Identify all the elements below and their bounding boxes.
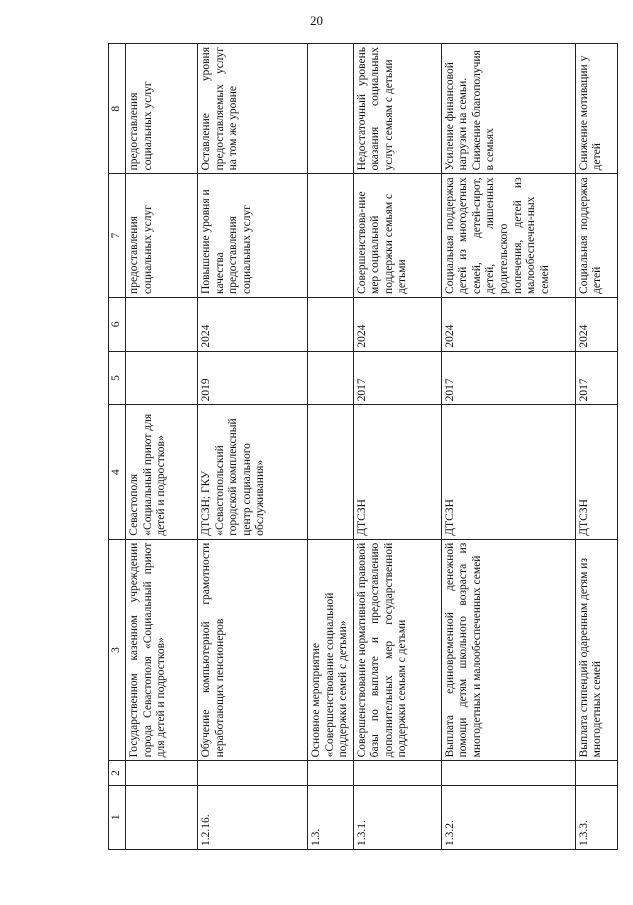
- cell-end-year: 2024: [575, 297, 617, 351]
- cell-number: 1.3.: [308, 785, 354, 849]
- cell-empty: [308, 761, 354, 785]
- cell-result: Социальная поддержка детей из многодетных семей, детей-сирот, детей, лишенных родительского попечения, детей из малообеспечен-ных семей: [441, 174, 575, 298]
- table-row: [198, 44, 308, 850]
- header-cell: 7: [109, 174, 126, 298]
- header-cell: 5: [109, 351, 126, 405]
- cell-start-year: 2019: [198, 351, 308, 405]
- cell-end-year: [126, 297, 198, 351]
- rotated-table-container: [108, 43, 613, 850]
- cell-result: предоставления социальных услуг: [126, 174, 198, 298]
- header-cell: 2: [109, 761, 126, 785]
- cell-start-year: 2017: [441, 351, 575, 405]
- cell-number: 1.2.16.: [198, 785, 308, 849]
- cell-consequence: предоставления социальных услуг: [126, 44, 198, 174]
- cell-empty: [353, 761, 441, 785]
- cell-measure: Обучение компьютерной грамотности неработающих пенсионеров: [198, 539, 308, 761]
- cell-measure: Выплата единовременной денежной помощи детям школьного возраста из многодетных и малообеспеченных семей: [441, 539, 575, 761]
- page-number: 20: [310, 13, 323, 28]
- cell-executor: [308, 405, 354, 539]
- cell-start-year: [126, 351, 198, 405]
- header-cell: 4: [109, 405, 126, 539]
- table-row: [575, 44, 617, 850]
- cell-empty: [198, 761, 308, 785]
- header-row: [109, 44, 126, 850]
- table-row: [353, 44, 441, 850]
- header-cell: 6: [109, 297, 126, 351]
- cell-measure: Основное мероприятие «Совершенствование социальной поддержки семей с детьми»: [308, 539, 354, 761]
- table-row: [126, 44, 198, 850]
- cell-end-year: 2024: [441, 297, 575, 351]
- cell-end-year: [308, 297, 354, 351]
- cell-result: Совершенствова-ние мер социальной поддержки семьям с детьми: [353, 174, 441, 298]
- cell-consequence: Усиление финансовой нагрузки на семьи. Снижение благополучия в семьях: [441, 44, 575, 174]
- cell-consequence: Снижение мотивации у детей: [575, 44, 617, 174]
- cell-end-year: 2024: [353, 297, 441, 351]
- cell-start-year: [308, 351, 354, 405]
- cell-executor: ДТСЗН: [575, 405, 617, 539]
- cell-measure: Государственном казенном учреждении города Севастополя «Социальный приют для детей и подростков»: [126, 539, 198, 761]
- cell-end-year: 2024: [198, 297, 308, 351]
- cell-executor: ДТСЗН: [441, 405, 575, 539]
- table-row: [441, 44, 575, 850]
- cell-number: 1.3.2.: [441, 785, 575, 849]
- cell-empty: [441, 761, 575, 785]
- cell-executor: Севастополя «Социальный приют для детей и подростков»: [126, 405, 198, 539]
- cell-result: Повышение уровня и качества предоставления социальных услуг: [198, 174, 308, 298]
- cell-executor: ДТСЗН: [353, 405, 441, 539]
- cell-result: Социальная поддержка детей: [575, 174, 617, 298]
- cell-consequence: [308, 44, 354, 174]
- cell-number: 1.3.3.: [575, 785, 617, 849]
- cell-consequence: Оставление уровня предоставляемых услуг на том же уровне: [198, 44, 308, 174]
- cell-empty: [126, 761, 198, 785]
- cell-result: [308, 174, 354, 298]
- header-cell: 8: [109, 44, 126, 174]
- cell-number: 1.3.1.: [353, 785, 441, 849]
- cell-executor: ДТСЗН; ГКУ «Севастопольский городской комплексный центр социального обслуживания»: [198, 405, 308, 539]
- cell-empty: [575, 761, 617, 785]
- header-cell: 1: [109, 785, 126, 849]
- cell-measure: Совершенствование нормативной правовой базы по выплате и предоставлению дополнительных мер государственной поддержки семьям с детьми: [353, 539, 441, 761]
- cell-measure: Выплата стипендий одаренным детям из многодетных семей: [575, 539, 617, 761]
- header-cell: 3: [109, 539, 126, 761]
- cell-start-year: 2017: [575, 351, 617, 405]
- cell-number: [126, 785, 198, 849]
- cell-consequence: Недостаточный уровень оказания социальных услуг семьям с детьми: [353, 44, 441, 174]
- measures-table: [108, 43, 618, 850]
- cell-start-year: 2017: [353, 351, 441, 405]
- table-row: [308, 44, 354, 850]
